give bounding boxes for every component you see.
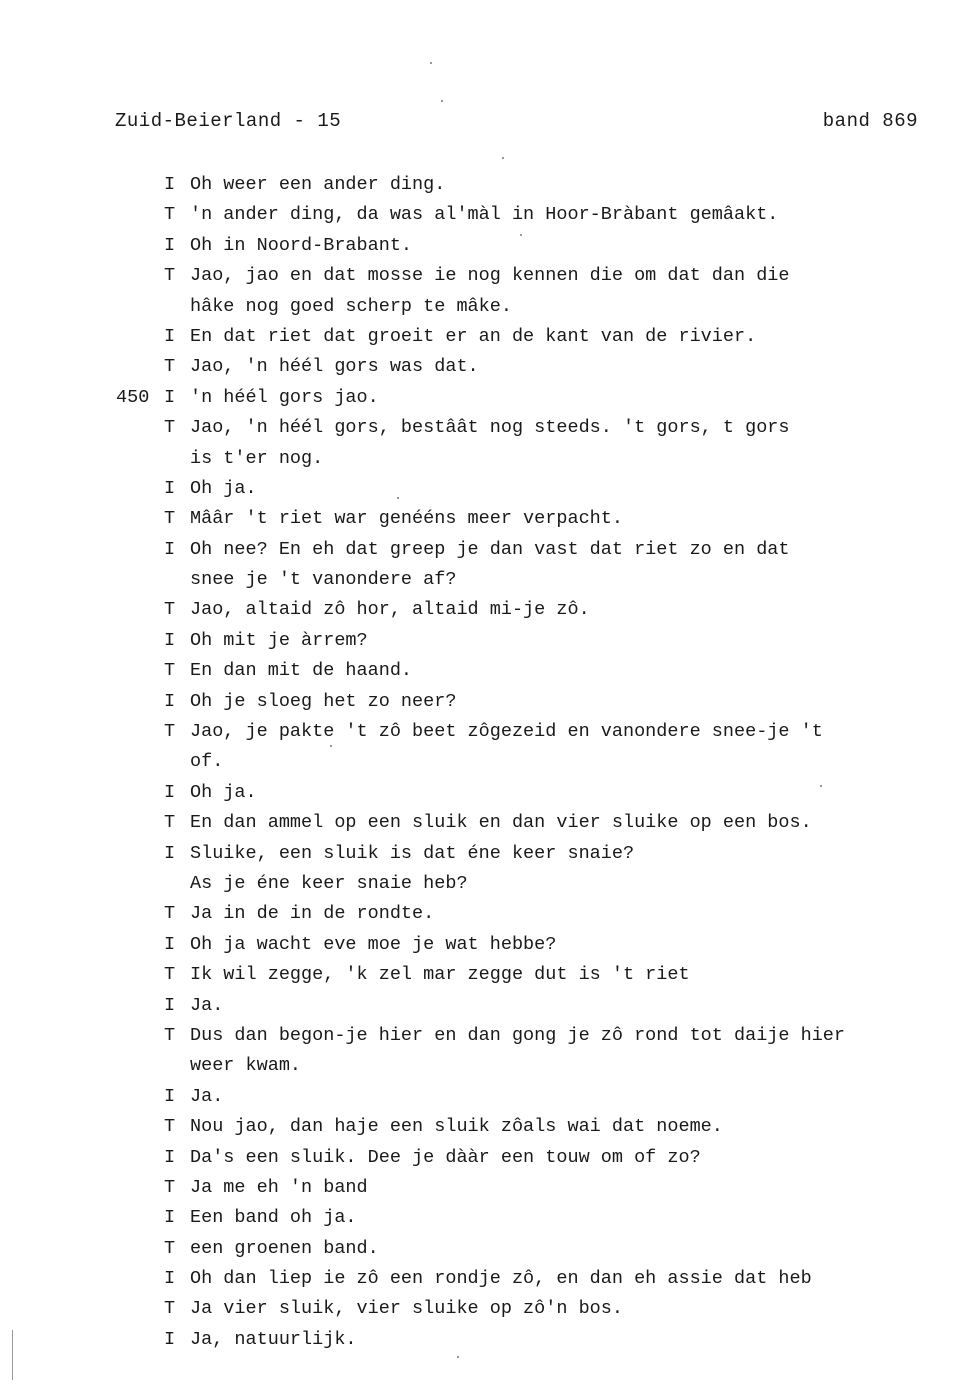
utterance-text: Dus dan begon-je hier en dan gong je zô rond tot daije hier [190, 1024, 846, 1046]
utterance-text: Oh je sloeg het zo neer? [190, 690, 457, 712]
utterance-text: Oh in Noord-Brabant. [190, 234, 413, 256]
transcript-line [0, 687, 973, 717]
paper-speck [520, 234, 522, 236]
utterance-text: Jao, altaid zô hor, altaid mi-je zô. [190, 599, 590, 621]
speaker-code: I [164, 1085, 176, 1107]
transcript-line [0, 1173, 973, 1203]
transcript-line [0, 595, 973, 625]
utterance-text: Jao, 'n héél gors, bestâât nog steeds. 't gors, t gors [190, 417, 790, 439]
transcript-line [0, 352, 973, 382]
utterance-text: Ik wil zegge, 'k zel mar zegge dut is 't riet [190, 964, 690, 986]
transcript-line [0, 717, 973, 747]
speaker-code: T [164, 1237, 176, 1259]
utterance-text: Ja vier sluik, vier sluike op zô'n bos. [190, 1298, 623, 1320]
speaker-code: T [164, 903, 176, 925]
transcript-lines [0, 170, 973, 1355]
transcript-line [0, 444, 973, 474]
transcript-line [0, 656, 973, 686]
transcript-line [0, 1021, 973, 1051]
speaker-code: T [164, 721, 176, 743]
speaker-code: I [164, 325, 176, 347]
speaker-code: T [164, 1116, 176, 1138]
speaker-code: I [164, 538, 176, 560]
speaker-code: T [164, 356, 176, 378]
speaker-code: T [164, 508, 176, 530]
transcript-line [0, 899, 973, 929]
transcript-line [0, 747, 973, 777]
transcript-line [0, 322, 973, 352]
paper-speck [397, 497, 399, 499]
utterance-text: Oh ja wacht eve moe je wat hebbe? [190, 933, 557, 955]
utterance-text: 'n ander ding, da was al'màl in Hoor-Bràbant gemâakt. [190, 204, 779, 226]
transcript-line [0, 1082, 973, 1112]
speaker-code: T [164, 1176, 176, 1198]
transcript-line [0, 1143, 973, 1173]
speaker-code: T [164, 204, 176, 226]
speaker-code: I [164, 1268, 176, 1290]
utterance-text: Oh nee? En eh dat greep je dan vast dat riet zo en dat [190, 538, 790, 560]
transcript-line [0, 808, 973, 838]
speaker-code: T [164, 1024, 176, 1046]
transcript-line [0, 231, 973, 261]
speaker-code: I [164, 234, 176, 256]
transcript-line [0, 535, 973, 565]
speaker-code: I [164, 477, 176, 499]
utterance-text: Ja in de in de rondte. [190, 903, 435, 925]
paper-speck [502, 157, 504, 159]
transcript-line [0, 1264, 973, 1294]
utterance-text: Ja me eh 'n band [190, 1176, 368, 1198]
paper-speck [820, 785, 822, 787]
speaker-code: T [164, 265, 176, 287]
utterance-text: Jao, je pakte 't zô beet zôgezeid en vanondere snee-je 't [190, 721, 823, 743]
transcript-line [0, 474, 973, 504]
transcript-line [0, 383, 973, 413]
transcript-line [0, 1294, 973, 1324]
speaker-code: T [164, 812, 176, 834]
speaker-code: I [164, 690, 176, 712]
utterance-text: weer kwam. [190, 1055, 302, 1077]
transcript-line [0, 1051, 973, 1081]
speaker-code: T [164, 599, 176, 621]
transcript-line [0, 626, 973, 656]
utterance-text: hâke nog goed scherp te mâke. [190, 295, 512, 317]
transcript-line [0, 292, 973, 322]
speaker-code: T [164, 417, 176, 439]
utterance-text: Oh weer een ander ding. [190, 174, 446, 195]
speaker-code: I [164, 1146, 176, 1168]
paper-speck [457, 1356, 459, 1358]
utterance-text: Ja. [190, 1085, 224, 1107]
utterance-text: Sluike, een sluik is dat éne keer snaie? [190, 842, 635, 864]
transcript-line [0, 930, 973, 960]
utterance-text: Da's een sluik. Dee je dààr een touw om of zo? [190, 1146, 701, 1168]
transcript-line [0, 1203, 973, 1233]
utterance-text: Ja. [190, 994, 224, 1016]
transcript-line [0, 1234, 973, 1264]
speaker-code: T [164, 964, 176, 986]
utterance-text: Oh mit je àrrem? [190, 629, 368, 651]
transcript-line [0, 960, 973, 990]
transcript-line [0, 869, 973, 899]
utterance-text: of. [190, 751, 224, 773]
utterance-text: En dan ammel op een sluik en dan vier sluike op een bos. [190, 812, 812, 834]
utterance-text: Oh ja. [190, 781, 257, 803]
speaker-code: I [164, 933, 176, 955]
utterance-text: En dat riet dat groeit er an de kant van de rivier. [190, 325, 757, 347]
transcript-line [0, 261, 973, 291]
transcript-line [0, 413, 973, 443]
utterance-text: een groenen band. [190, 1237, 379, 1259]
utterance-text: Ja, natuurlijk. [190, 1328, 357, 1350]
utterance-text: Jao, jao en dat mosse ie nog kennen die om dat dan die [190, 265, 790, 287]
transcript-line [0, 778, 973, 808]
utterance-text: Een band oh ja. [190, 1207, 357, 1229]
utterance-text: Oh ja. [190, 477, 257, 499]
transcript-line [0, 839, 973, 869]
utterance-text: is t'er nog. [190, 447, 324, 469]
utterance-text: Oh dan liep ie zô een rondje zô, en dan eh assie dat heb [190, 1268, 812, 1290]
utterance-text: En dan mit de haand. [190, 660, 413, 682]
utterance-text: snee je 't vanondere af? [190, 569, 457, 591]
transcript-line [0, 200, 973, 230]
speaker-code: I [164, 781, 176, 803]
paper-speck [441, 100, 443, 102]
speaker-code: I [164, 842, 176, 864]
speaker-code: I [164, 174, 176, 195]
speaker-code: I [164, 386, 176, 408]
transcript-line [0, 504, 973, 534]
paper-speck [330, 745, 332, 747]
speaker-code: T [164, 1298, 176, 1320]
speaker-code: I [164, 1328, 176, 1350]
transcript-line [0, 170, 973, 200]
utterance-text: Mââr 't riet war genééns meer verpacht. [190, 508, 623, 530]
paper-speck [430, 62, 432, 64]
transcript-line [0, 1325, 973, 1355]
transcript-line [0, 1112, 973, 1142]
speaker-code: I [164, 994, 176, 1016]
speaker-code: T [164, 660, 176, 682]
margin-mark [12, 1330, 13, 1380]
speaker-code: I [164, 629, 176, 651]
transcript-line [0, 991, 973, 1021]
utterance-text: Nou jao, dan haje een sluik zôals wai dat noeme. [190, 1116, 723, 1138]
speaker-code: I [164, 1207, 176, 1229]
utterance-text: Jao, 'n héél gors was dat. [190, 356, 479, 378]
page-header-title: Zuid-Beierland - 15 [115, 110, 342, 132]
transcript-line [0, 565, 973, 595]
line-number: 450 [116, 386, 150, 408]
utterance-text: As je éne keer snaie heb? [190, 872, 468, 894]
utterance-text: 'n héél gors jao. [190, 386, 379, 408]
page-header-tape-number: band 869 [822, 110, 918, 132]
